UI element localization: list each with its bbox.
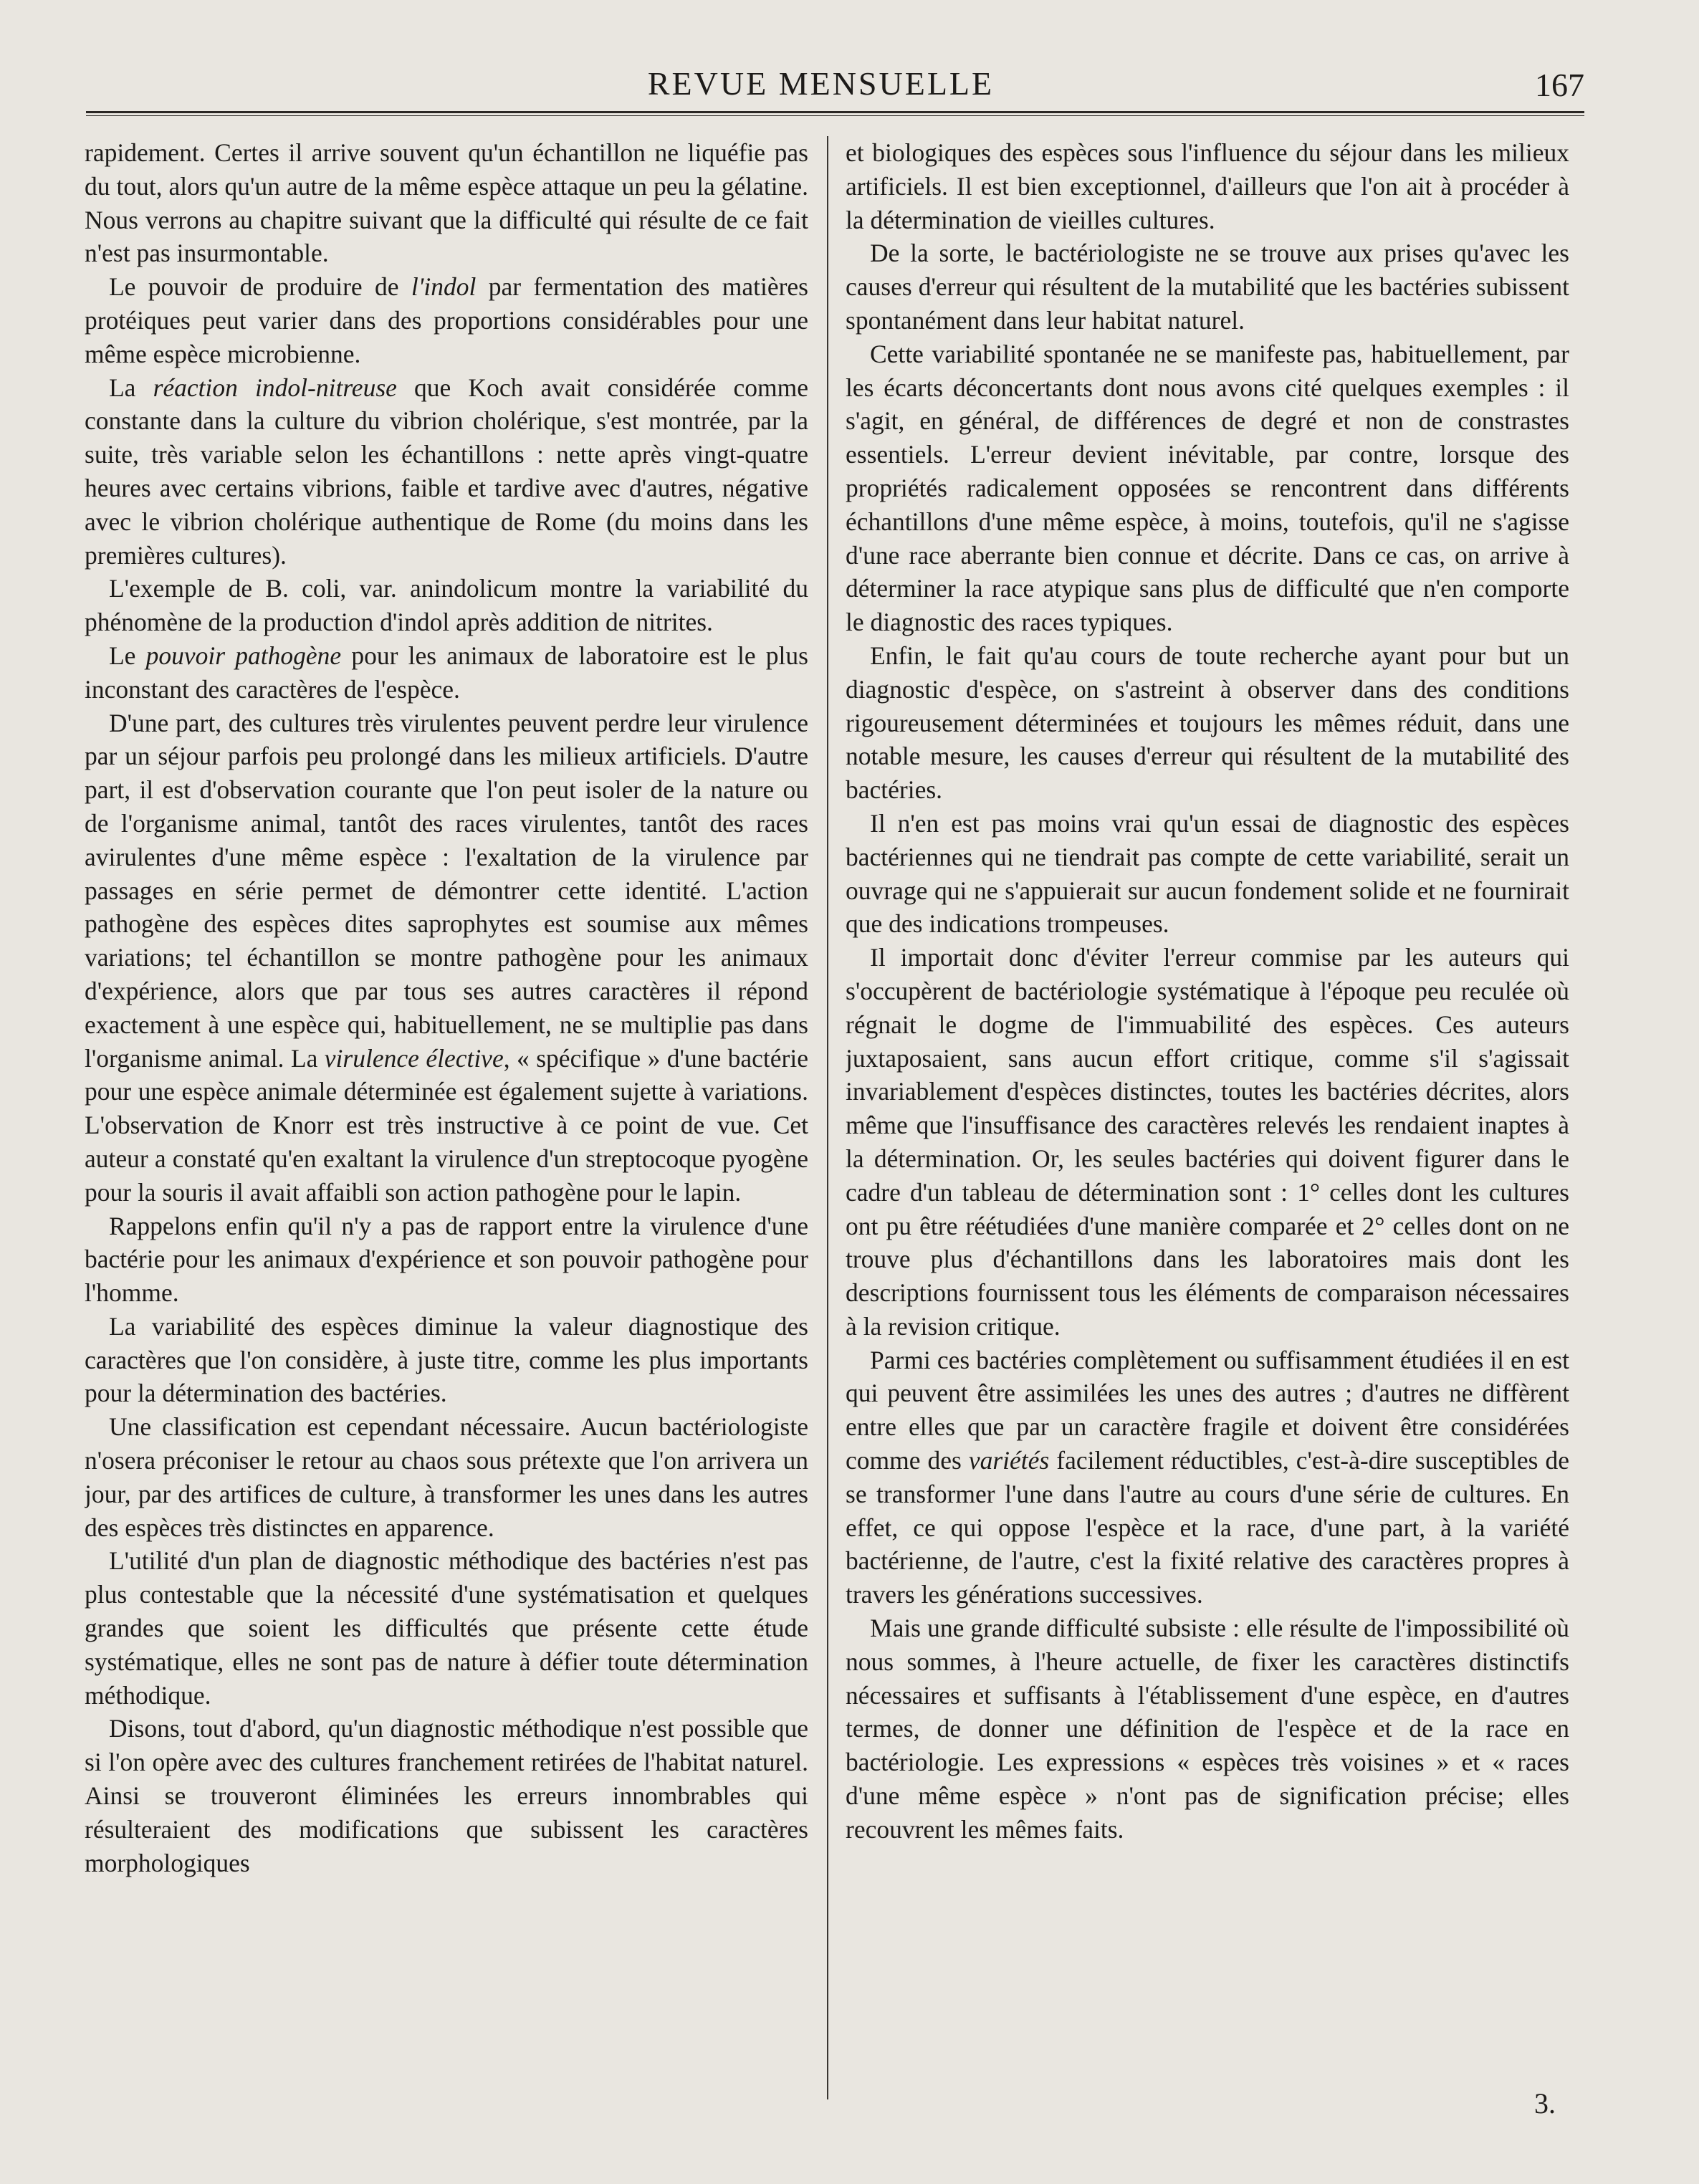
paragraph: rapidement. Certes il arrive souvent qu'un échantillon ne liquéfie pas du tout, alors qu'un autre de la même espèce attaque un peu la gélatine. Nous verrons au chapitre suivant que la difficulté qui résulte de ce fait n'est pas insurmontable. — [85, 138, 808, 268]
paragraph: et biologiques des espèces sous l'influence du séjour dans les milieux artificiels. Il est bien exceptionnel, d'ailleurs que l'on ait à procéder à la détermination de vieilles cultures. — [846, 138, 1569, 234]
paragraph: Parmi ces bactéries complètement ou suffisamment étudiées il en est qui peuvent être assimilées les unes des autres ; d'autres ne diffèrent entre elles que par un caractère fragile et doivent être considérées comme des variétés facilement réductibles, c'est-à-dire susceptibles de se transformer l'une dans l'autre au cours d'une série de cultures. En effet, ce qui oppose l'espèce et la race, d'une part, à la variété bactérienne, de l'autre, c'est la fixité relative des caractères propres à travers les générations successives. — [846, 1345, 1569, 1609]
page-header — [86, 43, 1584, 115]
paragraph: Il n'en est pas moins vrai qu'un essai de diagnostic des espèces bactériennes qui ne tiendrait pas compte de cette variabilité, serait un ouvrage qui ne s'appuierait sur aucun fondement solide et ne fournirait que des indications trompeuses. — [846, 808, 1569, 939]
paragraph: Il importait donc d'éviter l'erreur commise par les auteurs qui s'occupèrent de bactériologie systématique à l'époque peu reculée où régnait le dogme de l'immuabilité des espèces. Ces auteurs juxtaposaient, sans aucun effort critique, comme s'il s'agissait invariablement d'espèces distinctes, toutes les bactéries décrites, alors même que l'insuffisance des caractères relevés les rendaient inaptes à la détermination. Or, les seules bactéries qui doivent figurer dans le cadre d'un tableau de détermination sont : 1° celles dont les cultures ont pu être réétudiées d'une manière comparée et 2° celles dont on ne trouve plus d'échantillons dans les laboratoires mais dont les descriptions fournissent tous les éléments de comparaison nécessaires à la revision critique. — [846, 943, 1569, 1341]
paragraph: Une classification est cependant nécessaire. Aucun bactériologiste n'osera préconiser le retour au chaos sous prétexte que l'on arrivera un jour, par des artifices de culture, à transformer les unes dans les autres des espèces très distinctes en apparence. — [85, 1412, 808, 1542]
column-divider — [827, 136, 828, 2099]
emphasis: pouvoir pathogène — [145, 641, 342, 670]
emphasis: variétés — [968, 1446, 1050, 1475]
body-columns — [85, 136, 1589, 2099]
header-rule — [86, 111, 1584, 116]
paragraph: La réaction indol-nitreuse que Koch avait considérée comme constante dans la culture du vibrion cholérique, s'est montrée, par la suite, très variable selon les échantillons : nette après vingt-quatre heures avec certains vibrions, faible et tardive avec d'autres, négative avec le vibrion cholérique authentique de Rome (du moins dans les premières cultures). — [85, 373, 808, 570]
paragraph: De la sorte, le bactériologiste ne se trouve aux prises qu'avec les causes d'erreur qui résultent de la mutabilité que les bactéries subissent spontanément dans leur habitat naturel. — [846, 239, 1569, 335]
paragraph: D'une part, des cultures très virulentes peuvent perdre leur virulence par un séjour parfois peu prolongé dans les milieux artificiels. D'autre part, il est d'observation courante que l'on peut isoler de la nature ou de l'organisme animal, tantôt des races virulentes, tantôt des races avirulentes d'une même espèce : l'exaltation de la virulence par passages en série permet de démontrer cette identité. L'action pathogène des espèces dites saprophytes est soumise aux mêmes variations; tel échantillon se montre pathogène pour les animaux d'expérience, alors que par tous ses autres caractères il répond exactement à une espèce qui, habituellement, ne se multiplie pas dans l'organisme animal. La virulence élective, « spécifique » d'une bactérie pour une espèce animale déterminée est également sujette à variations. L'observation de Knorr est très instructive à ce point de vue. Cet auteur a constaté qu'en exaltant la virulence d'un streptocoque pyogène pour la souris il avait affaibli son action pathogène pour le lapin. — [85, 708, 808, 1207]
right-column — [846, 136, 1569, 2099]
paragraph: L'exemple de B. coli, var. anindolicum montre la variabilité du phénomène de la production d'indol après addition de nitrites. — [85, 574, 808, 637]
paragraph: Enfin, le fait qu'au cours de toute recherche ayant pour but un diagnostic d'espèce, on s'astreint à observer dans des conditions rigoureusement déterminées et toujours les mêmes réduit, dans une notable mesure, les causes d'erreur qui résultent de la mutabilité des bactéries. — [846, 641, 1569, 805]
emphasis: l'indol — [411, 272, 477, 302]
emphasis: virulence élective — [324, 1043, 504, 1073]
paragraph: Le pouvoir de produire de l'indol par fermentation des matières protéiques peut varier dans des proportions considérables pour une même espèce microbienne. — [85, 272, 808, 368]
paragraph: Rappelons enfin qu'il n'y a pas de rapport entre la virulence d'une bactérie pour les animaux d'expérience et son pouvoir pathogène pour l'homme. — [85, 1211, 808, 1308]
paragraph: Mais une grande difficulté subsiste : elle résulte de l'impossibilité où nous sommes, à l'heure actuelle, de fixer les caractères distinctifs nécessaires et suffisants à l'établissement d'une espèce, en d'autres termes, de donner une définition de l'espèce et de la race en bactériologie. Les expressions « espèces très voisines » et « races d'une même espèce » n'ont pas de signification précise; elles recouvrent les mêmes faits. — [846, 1614, 1569, 1844]
emphasis: réaction indol-nitreuse — [153, 373, 397, 402]
paragraph: Le pouvoir pathogène pour les animaux de laboratoire est le plus inconstant des caractères de l'espèce. — [85, 641, 808, 704]
signature-mark: 3. — [1534, 2087, 1556, 2120]
left-column — [85, 136, 808, 2099]
paragraph: Cette variabilité spontanée ne se manifeste pas, habituellement, par les écarts déconcertants dont nous avons cité quelques exemples : il s'agit, en général, de différences de degré et non de constrastes essentiels. L'erreur devient inévitable, par contre, lorsque des propriétés radicalement opposées se rencontrent dans différents échantillons d'une même espèce, à moins, toutefois, qu'il ne s'agisse d'une race aberrante bien connue et décrite. Dans ce cas, on arrive à déterminer la race atypique sans plus de difficulté que n'en comporte le diagnostic des races typiques. — [846, 339, 1569, 637]
paragraph: L'utilité d'un plan de diagnostic méthodique des bactéries n'est pas plus contestable que la nécessité d'une systématisation et quelques grandes que soient les difficultés que présente cette étude systématique, elles ne sont pas de nature à défier toute détermination méthodique. — [85, 1546, 808, 1710]
running-title: REVUE MENSUELLE — [647, 65, 995, 102]
page-number: 167 — [1535, 67, 1584, 103]
paragraph: Disons, tout d'abord, qu'un diagnostic méthodique n'est possible que si l'on opère avec des cultures franchement retirées de l'habitat naturel. Ainsi se trouveront éliminées les erreurs innombrables qui résulteraient des modifications que subissent les caractères morphologiques — [85, 1714, 808, 1877]
paragraph: La variabilité des espèces diminue la valeur diagnostique des caractères que l'on considère, à juste titre, comme les plus importants pour la détermination des bactéries. — [85, 1311, 808, 1408]
